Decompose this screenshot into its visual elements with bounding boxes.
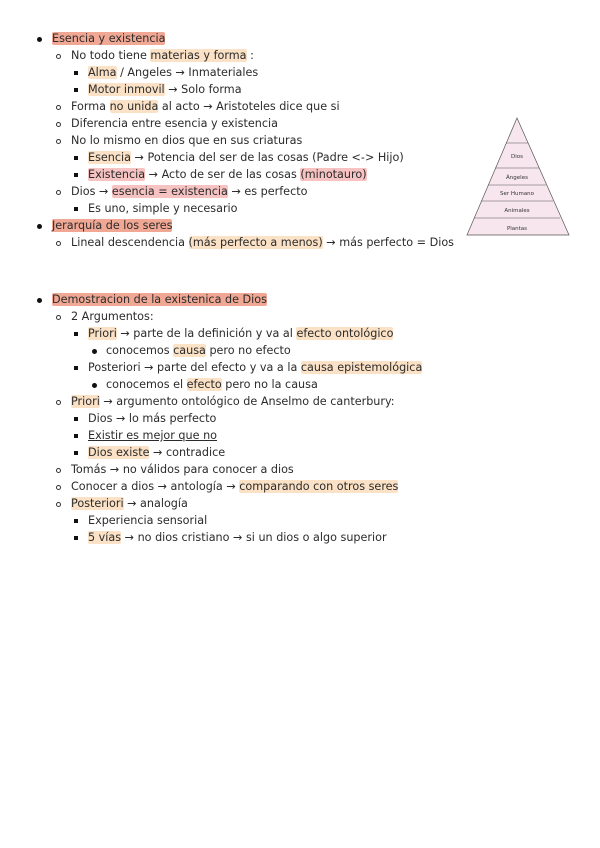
bullet-icon bbox=[56, 241, 61, 246]
list-item bbox=[88, 513, 207, 529]
bullet-icon bbox=[56, 122, 61, 127]
list-item bbox=[88, 411, 216, 427]
bullet-icon bbox=[74, 519, 78, 523]
bullet-icon bbox=[56, 468, 61, 473]
text-segment: / Angeles → Inmateriales bbox=[116, 66, 259, 79]
text-segment: Lineal descendencia bbox=[71, 236, 189, 249]
text-segment: → parte de la definición y va al bbox=[116, 327, 297, 340]
bullet-icon bbox=[37, 298, 42, 303]
highlighted-text: causa bbox=[173, 344, 206, 357]
list-item bbox=[88, 65, 258, 81]
highlighted-text: Esencia bbox=[88, 151, 131, 164]
bullet-icon bbox=[74, 366, 78, 370]
highlighted-text: efecto ontológico bbox=[296, 327, 394, 340]
bullet-icon bbox=[56, 400, 61, 405]
list-item bbox=[71, 479, 398, 495]
highlighted-text: 5 vías bbox=[88, 531, 122, 544]
highlighted-text: Alma bbox=[88, 66, 117, 79]
text-segment: No todo tiene bbox=[71, 49, 151, 62]
text-segment: Forma bbox=[71, 100, 110, 113]
highlighted-text: materias y forma bbox=[150, 49, 247, 62]
list-item bbox=[52, 31, 165, 47]
bullet-icon bbox=[56, 54, 61, 59]
text-segment: conocemos bbox=[106, 344, 174, 357]
bullet-icon bbox=[37, 37, 42, 42]
bullet-icon bbox=[92, 383, 97, 388]
list-item bbox=[88, 326, 393, 342]
list-item bbox=[71, 99, 340, 115]
list-item bbox=[88, 150, 404, 166]
bullet-icon bbox=[74, 434, 78, 438]
bullet-icon bbox=[74, 156, 78, 160]
bullet-icon bbox=[56, 105, 61, 110]
text-segment: Experiencia sensorial bbox=[88, 514, 208, 527]
text-segment: 2 Argumentos: bbox=[71, 310, 154, 323]
highlighted-text: Demostracion de la existenica de Dios bbox=[52, 293, 267, 306]
list-item bbox=[71, 309, 154, 325]
list-item bbox=[106, 377, 318, 393]
highlighted-text: no unida bbox=[109, 100, 159, 113]
highlighted-text: Dios existe bbox=[88, 446, 150, 459]
highlighted-text: Esencia y existencia bbox=[52, 32, 166, 45]
pyramid-label-angeles: Ángeles bbox=[506, 175, 528, 181]
list-item bbox=[71, 116, 278, 132]
list-item bbox=[106, 343, 291, 359]
text-segment: Tomás → no válidos para conocer a dios bbox=[71, 463, 294, 476]
highlighted-text: (más perfecto a menos) bbox=[188, 236, 323, 249]
pyramid-label-plantas: Plantas bbox=[506, 226, 528, 232]
bullet-icon bbox=[56, 485, 61, 490]
list-item bbox=[71, 184, 307, 200]
highlighted-text: comparando con otros seres bbox=[239, 480, 399, 493]
list-item bbox=[88, 167, 367, 183]
bullet-icon bbox=[37, 224, 42, 229]
highlighted-text: esencia = existencia bbox=[111, 185, 228, 198]
highlighted-text: Jerarquía de los seres bbox=[52, 219, 173, 232]
text-segment: → argumento ontológico de Anselmo de canterbury: bbox=[99, 395, 395, 408]
list-item bbox=[71, 462, 294, 478]
text-segment: : bbox=[246, 49, 254, 62]
text-segment: → contradice bbox=[149, 446, 226, 459]
pyramid-label-ser-humano: Ser Humano bbox=[499, 191, 535, 197]
text-segment: Es uno, simple y necesario bbox=[88, 202, 238, 215]
highlighted-text: Priori bbox=[71, 395, 100, 408]
list-item bbox=[88, 360, 422, 376]
list-item bbox=[71, 394, 395, 410]
bullet-icon bbox=[74, 417, 78, 421]
pyramid-label-dios: Dios bbox=[511, 154, 523, 160]
list-item bbox=[71, 133, 302, 149]
bullet-icon bbox=[56, 315, 61, 320]
text-segment: Conocer a dios → antología → bbox=[71, 480, 240, 493]
text-segment: pero no la causa bbox=[221, 378, 318, 391]
text-segment: Dios → bbox=[71, 185, 112, 198]
bullet-icon bbox=[56, 139, 61, 144]
pyramid-label-animales: Animales bbox=[504, 208, 530, 214]
bullet-icon bbox=[74, 536, 78, 540]
list-item bbox=[88, 428, 217, 444]
highlighted-text: Posteriori bbox=[71, 497, 124, 510]
text-segment: → más perfecto = Dios bbox=[322, 236, 454, 249]
highlighted-text: efecto bbox=[186, 378, 222, 391]
text-segment: → Acto de ser de las cosas bbox=[145, 168, 301, 181]
highlighted-text: (minotauro) bbox=[300, 168, 367, 181]
list-item bbox=[88, 201, 238, 217]
bullet-icon bbox=[56, 190, 61, 195]
highlighted-text: Motor inmovil bbox=[88, 83, 165, 96]
text-segment: Posteriori → parte del efecto y va a la bbox=[88, 361, 301, 374]
list-item bbox=[88, 445, 225, 461]
text-segment: → es perfecto bbox=[227, 185, 308, 198]
text-segment: → Solo forma bbox=[164, 83, 242, 96]
list-item bbox=[71, 235, 454, 251]
text-segment: conocemos el bbox=[106, 378, 187, 391]
bullet-icon bbox=[74, 207, 78, 211]
bullet-icon bbox=[92, 349, 97, 354]
list-item bbox=[88, 530, 387, 546]
text-segment: → Potencia del ser de las cosas (Padre <-> Hijo) bbox=[131, 151, 404, 164]
text-segment: → no dios cristiano → si un dios o algo superior bbox=[121, 531, 387, 544]
text-segment: al acto → Aristoteles dice que si bbox=[158, 100, 340, 113]
list-item bbox=[71, 496, 188, 512]
text-segment: → analogía bbox=[123, 497, 188, 510]
bullet-icon bbox=[74, 332, 78, 336]
text-segment: Dios → lo más perfecto bbox=[88, 412, 217, 425]
text-segment: No lo mismo en dios que en sus criaturas bbox=[71, 134, 303, 147]
list-item bbox=[52, 218, 172, 234]
text-segment: pero no efecto bbox=[205, 344, 291, 357]
text-segment: Diferencia entre esencia y existencia bbox=[71, 117, 278, 130]
hierarchy-pyramid bbox=[464, 114, 574, 238]
bullet-icon bbox=[74, 451, 78, 455]
list-item bbox=[71, 48, 254, 64]
bullet-icon bbox=[74, 88, 78, 92]
bullet-icon bbox=[74, 71, 78, 75]
highlighted-text: Priori bbox=[88, 327, 117, 340]
list-item bbox=[88, 82, 242, 98]
highlighted-text: causa epistemológica bbox=[300, 361, 423, 374]
list-item bbox=[52, 292, 267, 308]
bullet-icon bbox=[56, 502, 61, 507]
highlighted-text: Existencia bbox=[88, 168, 146, 181]
bullet-icon bbox=[74, 173, 78, 177]
underlined-text: Existir es mejor que no bbox=[88, 429, 218, 442]
